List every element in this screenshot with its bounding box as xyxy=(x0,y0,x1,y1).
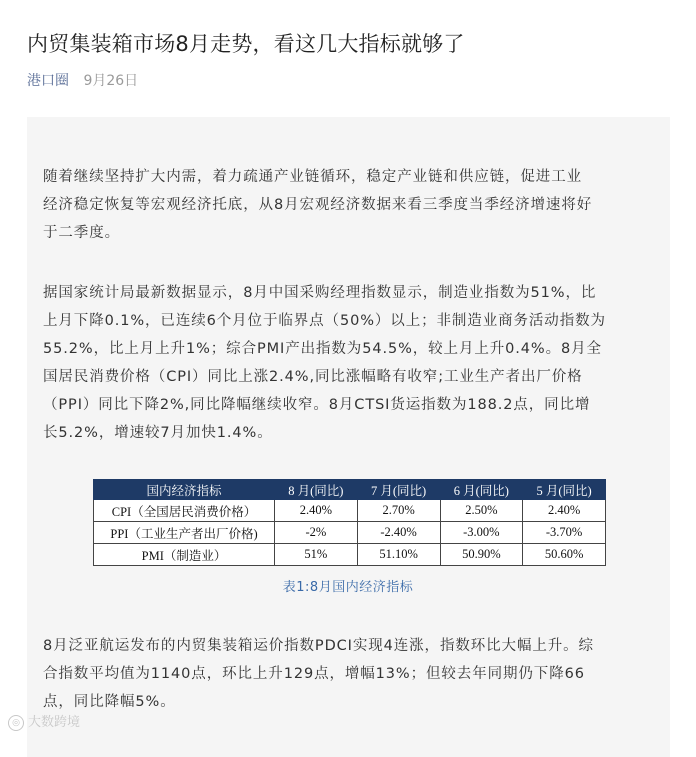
table-header-cell: 8 月(同比) xyxy=(275,480,358,500)
watermark-logo-icon: ◎ xyxy=(8,715,24,731)
table-row xyxy=(94,500,606,522)
paragraph-line: 8月泛亚航运发布的内贸集装箱运价指数PDCI实现4连涨，指数环比大幅上升。综 xyxy=(43,638,594,654)
paragraph-line: 上月下降0.1%，已连续6个月位于临界点（50%）以上；非制造业商务活动指数为 xyxy=(43,313,606,329)
table-cell: -3.70% xyxy=(523,522,606,544)
paragraph-line: 经济稳定恢复等宏观经济托底，从8月宏观经济数据来看三季度当季经济增速将好 xyxy=(43,197,593,213)
table-cell: 2.70% xyxy=(357,500,440,522)
paragraph-line: 合指数平均值为1140点，环比上升129点，增幅13%；但较去年同期仍下降66 xyxy=(43,666,585,682)
paragraph-3 xyxy=(43,632,659,716)
paragraph-1 xyxy=(43,163,659,247)
economic-indicators-table xyxy=(93,479,606,566)
table-row xyxy=(94,544,606,566)
table-cell: -2.40% xyxy=(357,522,440,544)
table-header-cell: 7 月(同比) xyxy=(357,480,440,500)
article-title: 内贸集装箱市场8月走势，看这几大指标就够了 xyxy=(27,32,465,56)
table-cell: CPI（全国居民消费价格） xyxy=(94,500,275,522)
table-header-cell: 国内经济指标 xyxy=(94,480,275,500)
table-header-cell: 6 月(同比) xyxy=(440,480,523,500)
table-cell: 2.40% xyxy=(275,500,358,522)
paragraph-line: 点，同比降幅5%。 xyxy=(43,694,176,710)
table-cell: 2.50% xyxy=(440,500,523,522)
table-cell: 51.10% xyxy=(357,544,440,566)
table-cell: 50.60% xyxy=(523,544,606,566)
table-cell: -3.00% xyxy=(440,522,523,544)
table-header-row xyxy=(94,480,606,500)
table-cell: PMI（制造业） xyxy=(94,544,275,566)
table-row xyxy=(94,522,606,544)
table-cell: 50.90% xyxy=(440,544,523,566)
watermark xyxy=(8,711,80,731)
table-cell: -2% xyxy=(275,522,358,544)
paragraph-line: 据国家统计局最新数据显示，8月中国采购经理指数显示，制造业指数为51%，比 xyxy=(43,285,597,301)
paragraph-line: （PPI）同比下降2%,同比降幅继续收窄。8月CTSI货运指数为188.2点，同比增 xyxy=(43,397,591,413)
table-cell: 51% xyxy=(275,544,358,566)
paragraph-line: 长5.2%，增速较7月加快1.4%。 xyxy=(43,425,273,441)
watermark-text: 大数跨境 xyxy=(28,715,81,730)
paragraph-line: 随着继续坚持扩大内需，着力疏通产业链循环，稳定产业链和供应链，促进工业 xyxy=(43,169,582,185)
table-header-cell: 5 月(同比) xyxy=(523,480,606,500)
table-cell: PPI（工业生产者出厂价格) xyxy=(94,522,275,544)
paragraph-line: 于二季度。 xyxy=(43,225,120,241)
paragraph-2 xyxy=(43,279,659,447)
table-cell: 2.40% xyxy=(523,500,606,522)
article-meta xyxy=(27,70,138,90)
author-link[interactable]: 港口圈 xyxy=(27,73,69,89)
table-caption: 表1:8月国内经济指标 xyxy=(282,580,414,595)
paragraph-line: 国居民消费价格（CPI）同比上涨2.4%,同比涨幅略有收窄;工业生产者出厂价格 xyxy=(43,369,583,385)
paragraph-line: 55.2%，比上月上升1%；综合PMI产出指数为54.5%，较上月上升0.4%。8月全 xyxy=(43,341,602,357)
publish-date: 9月26日 xyxy=(83,73,139,89)
